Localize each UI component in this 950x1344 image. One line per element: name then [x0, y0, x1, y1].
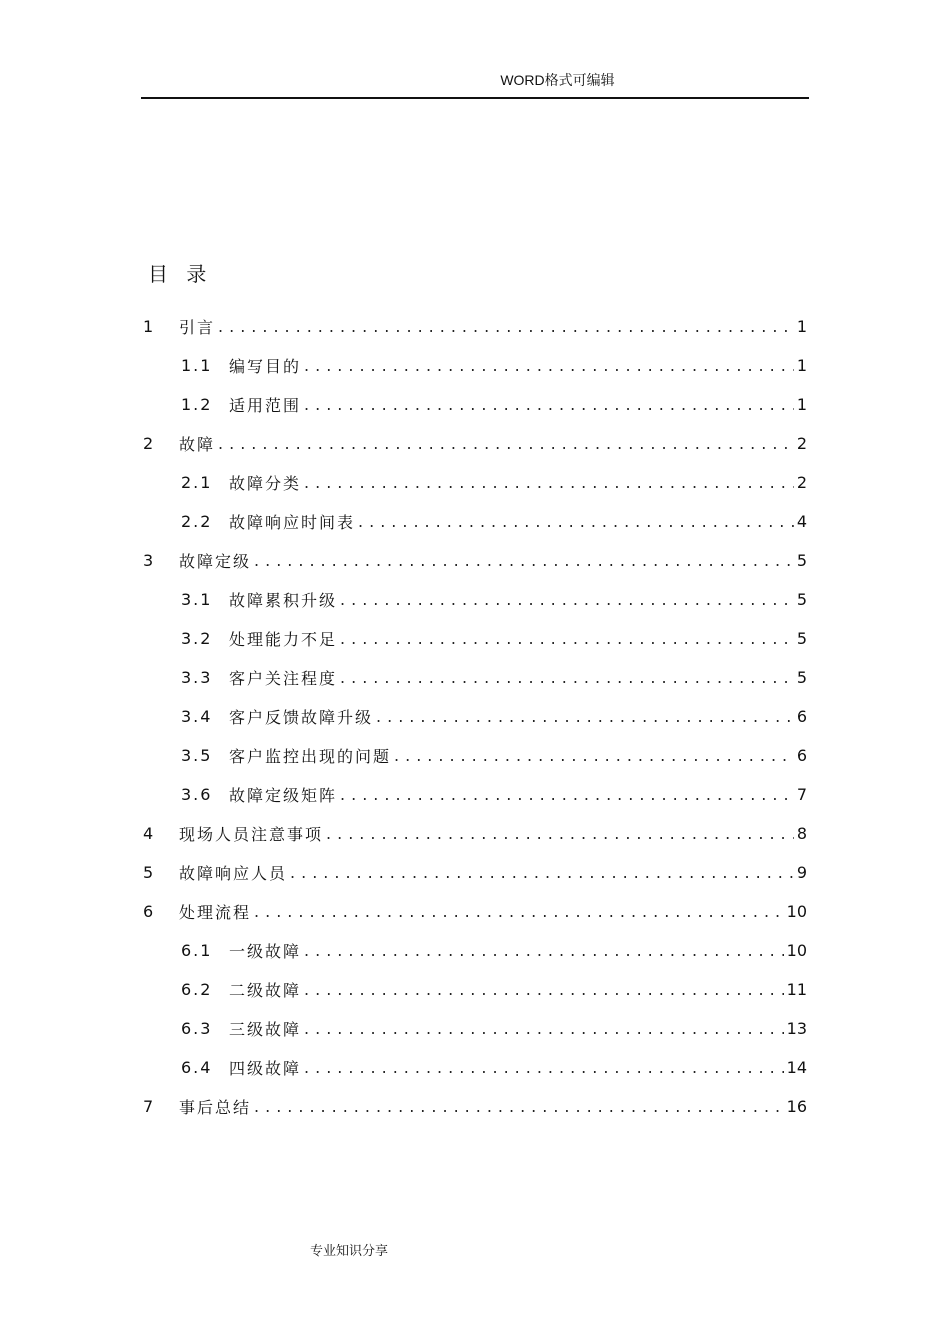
toc-entry-number: 2: [143, 434, 156, 453]
toc-entry-title: 四级故障: [229, 1059, 302, 1078]
toc-dot-leader: [304, 356, 794, 375]
toc-entry-title: 二级故障: [229, 981, 302, 1000]
toc-entry[interactable]: [143, 346, 807, 385]
toc-entry-number: 1: [143, 317, 156, 336]
toc-entry-number: 1.1: [181, 356, 213, 375]
toc-dot-leader: [254, 902, 784, 921]
toc-dot-leader: [340, 785, 794, 804]
toc-entry-page: 5: [796, 629, 807, 648]
toc-entry[interactable]: [143, 502, 807, 541]
toc-entry-page: 1: [796, 317, 807, 336]
toc-entry[interactable]: [143, 814, 807, 853]
toc-entry-title: 客户反馈故障升级: [229, 708, 374, 727]
toc-entry-page: 5: [796, 551, 807, 570]
toc-entry-title: 引言: [179, 318, 216, 337]
toc-dot-leader: [304, 473, 794, 492]
toc-entry[interactable]: [143, 736, 807, 775]
toc-entry-page: 6: [796, 707, 807, 726]
toc-entry[interactable]: [143, 463, 807, 502]
header-divider: [141, 97, 809, 99]
toc-entry-title: 现场人员注意事项: [179, 825, 324, 844]
toc-entry[interactable]: [143, 658, 807, 697]
toc-entry[interactable]: [143, 1087, 807, 1126]
toc-entry-page: 1: [796, 356, 807, 375]
toc-title: 目 录: [148, 262, 213, 286]
toc-entry-title: 处理能力不足: [229, 630, 338, 649]
toc-entry-title: 故障累积升级: [229, 591, 338, 610]
toc-dot-leader: [304, 395, 794, 414]
toc-entry-title: 适用范围: [229, 396, 302, 415]
toc-entry-title: 故障定级: [179, 552, 252, 571]
toc-entry-number: 1.2: [181, 395, 213, 414]
toc-dot-leader: [254, 1097, 784, 1116]
toc-entry-page: 11: [786, 980, 807, 999]
toc-entry[interactable]: [143, 892, 807, 931]
toc-entry-title: 处理流程: [179, 903, 252, 922]
toc-entry-number: 3.1: [181, 590, 213, 609]
toc-dot-leader: [218, 317, 794, 336]
toc-dot-leader: [394, 746, 794, 765]
toc-dot-leader: [340, 668, 794, 687]
toc-entry-page: 4: [796, 512, 807, 531]
toc-entry-title: 故障响应时间表: [229, 513, 356, 532]
toc-entry-page: 9: [796, 863, 807, 882]
toc-entry[interactable]: [143, 931, 807, 970]
toc-entry-page: 5: [796, 590, 807, 609]
toc-entry[interactable]: [143, 1009, 807, 1048]
toc-entry-number: 3.5: [181, 746, 213, 765]
toc-dot-leader: [218, 434, 794, 453]
toc-entry-title: 编写目的: [229, 357, 302, 376]
toc-entry[interactable]: [143, 853, 807, 892]
page-header: WORD格式可编辑: [500, 72, 615, 88]
toc-entry[interactable]: [143, 580, 807, 619]
toc-entry-page: 10: [786, 902, 807, 921]
toc-entry-page: 13: [786, 1019, 807, 1038]
toc-entry[interactable]: [143, 775, 807, 814]
toc-entry[interactable]: [143, 541, 807, 580]
toc-entry-title: 事后总结: [179, 1098, 252, 1117]
toc-entry-title: 一级故障: [229, 942, 302, 961]
toc-entry[interactable]: [143, 697, 807, 736]
toc-entry-page: 8: [796, 824, 807, 843]
toc-entry-page: 2: [796, 473, 807, 492]
toc-entry-page: 16: [786, 1097, 807, 1116]
toc-entry-number: 6.1: [181, 941, 213, 960]
toc-entry-page: 5: [796, 668, 807, 687]
toc-entry-title: 故障响应人员: [179, 864, 288, 883]
toc-dot-leader: [326, 824, 794, 843]
toc-entry-title: 故障: [179, 435, 216, 454]
toc-entry[interactable]: [143, 307, 807, 346]
toc-entry-number: 3.2: [181, 629, 213, 648]
toc-entry-title: 故障分类: [229, 474, 302, 493]
toc-dot-leader: [340, 629, 794, 648]
toc-dot-leader: [358, 512, 794, 531]
toc-entry-number: 6: [143, 902, 156, 921]
toc-entry-number: 7: [143, 1097, 156, 1116]
toc-entry-page: 14: [786, 1058, 807, 1077]
toc-entry-page: 6: [796, 746, 807, 765]
toc-entry[interactable]: [143, 619, 807, 658]
toc-dot-leader: [304, 1019, 784, 1038]
toc-entry-page: 2: [796, 434, 807, 453]
toc-dot-leader: [304, 1058, 784, 1077]
toc-dot-leader: [340, 590, 794, 609]
toc-entry[interactable]: [143, 1048, 807, 1087]
toc-entry-number: 3.6: [181, 785, 213, 804]
toc-entry-number: 2.2: [181, 512, 213, 531]
toc-entry-number: 2.1: [181, 473, 213, 492]
toc-entry-title: 故障定级矩阵: [229, 786, 338, 805]
toc-entry-number: 4: [143, 824, 156, 843]
toc-entry-title: 客户关注程度: [229, 669, 338, 688]
toc-dot-leader: [304, 980, 784, 999]
page-footer: 专业知识分享: [310, 1244, 389, 1259]
table-of-contents: [143, 307, 807, 1126]
toc-entry-number: 6.2: [181, 980, 213, 999]
toc-entry-title: 三级故障: [229, 1020, 302, 1039]
toc-entry-number: 3: [143, 551, 156, 570]
toc-entry-number: 6.3: [181, 1019, 213, 1038]
toc-entry[interactable]: [143, 385, 807, 424]
toc-entry[interactable]: [143, 424, 807, 463]
toc-entry-number: 3.4: [181, 707, 213, 726]
toc-entry-title: 客户监控出现的问题: [229, 747, 392, 766]
toc-entry-number: 6.4: [181, 1058, 213, 1077]
toc-entry-page: 1: [796, 395, 807, 414]
toc-entry-number: 3.3: [181, 668, 213, 687]
toc-dot-leader: [304, 941, 784, 960]
toc-dot-leader: [376, 707, 794, 726]
toc-dot-leader: [254, 551, 794, 570]
toc-entry[interactable]: [143, 970, 807, 1009]
toc-entry-page: 10: [786, 941, 807, 960]
toc-dot-leader: [290, 863, 794, 882]
toc-entry-page: 7: [796, 785, 807, 804]
toc-entry-number: 5: [143, 863, 156, 882]
